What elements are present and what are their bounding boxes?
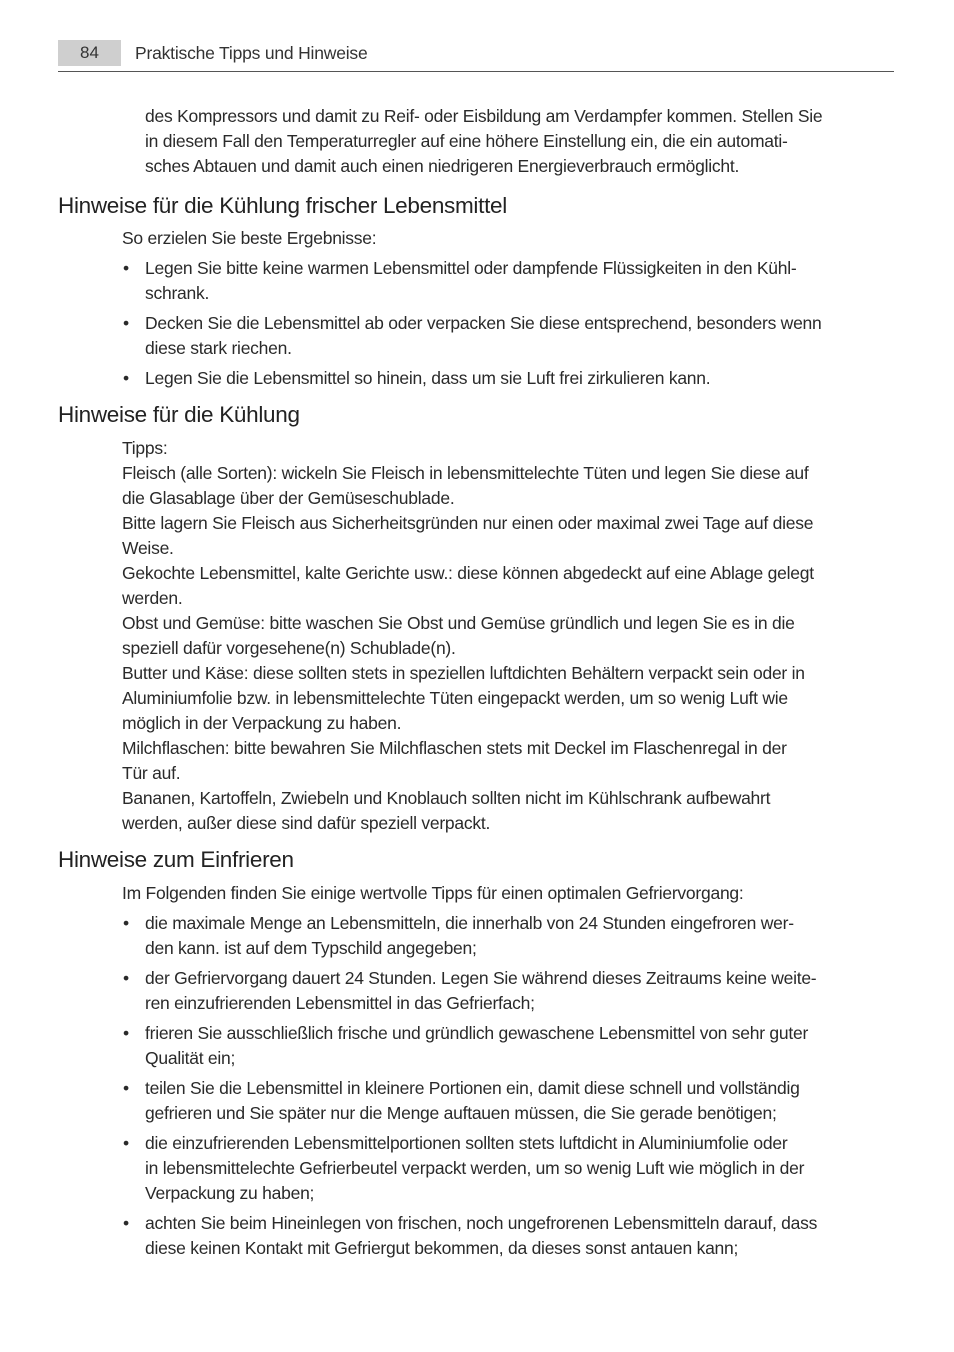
bullet-icon: • (123, 913, 129, 933)
list-item-line: achten Sie beim Hineinlegen von frischen, noch ungefrorenen Lebensmitteln darauf, dass (145, 1213, 818, 1233)
list-item-line: Decken Sie die Lebensmittel ab oder verpacken Sie diese entsprechend, besonders wenn (145, 313, 822, 333)
list-item-line: diese keinen Kontakt mit Gefriergut bekommen, da dieses sonst antauen kann; (145, 1238, 739, 1258)
cooling-line: Fleisch (alle Sorten): wickeln Sie Fleisch in lebensmittelechte Tüten und legen Sie diese auf (122, 463, 809, 483)
list-item-line: die maximale Menge an Lebensmitteln, die innerhalb von 24 Stunden eingefroren wer- (145, 913, 794, 933)
section-heading-cooling: Hinweise für die Kühlung (58, 402, 300, 427)
bullet-icon: • (123, 968, 129, 988)
list-item (122, 1076, 894, 1126)
bullet-icon: • (123, 258, 129, 278)
list-item (122, 966, 894, 1016)
list-item (122, 1211, 894, 1261)
section-heading-fresh: Hinweise für die Kühlung frischer Lebensmittel (58, 193, 507, 218)
cooling-line: Obst und Gemüse: bitte waschen Sie Obst und Gemüse gründlich und legen Sie es in die (122, 613, 795, 633)
cooling-line: Tipps: (122, 438, 168, 458)
cooling-line: speziell dafür vorgesehene(n) Schublade(n). (122, 638, 456, 658)
bullet-icon: • (123, 1133, 129, 1153)
cooling-line: Bitte lagern Sie Fleisch aus Sicherheitsgründen nur einen oder maximal zwei Tage auf diese (122, 513, 814, 533)
cooling-line: die Glasablage über der Gemüseschublade. (122, 488, 455, 508)
bullet-list-fresh (122, 256, 894, 391)
cooling-line: Tür auf. (122, 763, 181, 783)
intro-paragraph (145, 104, 894, 179)
list-item-line: ren einzufrierenden Lebensmittel in das Gefrierfach; (145, 993, 535, 1013)
bullet-icon: • (123, 313, 129, 333)
header-title: Praktische Tipps und Hinweise (135, 43, 368, 63)
list-item-line: frieren Sie ausschließlich frische und gründlich gewaschene Lebensmittel von sehr guter (145, 1023, 809, 1043)
cooling-line: Aluminiumfolie bzw. in lebensmittelechte Tüten eingepackt werden, um so wenig Luft wie (122, 688, 788, 708)
bullet-icon: • (123, 1213, 129, 1233)
list-item-line: diese stark riechen. (145, 338, 292, 358)
cooling-line: Gekochte Lebensmittel, kalte Gerichte usw.: diese können abgedeckt auf eine Ablage gelegt (122, 563, 814, 583)
section-heading-freezing: Hinweise zum Einfrieren (58, 847, 294, 872)
cooling-line: Milchflaschen: bitte bewahren Sie Milchflaschen stets mit Deckel im Flaschenregal in der (122, 738, 787, 758)
intro-line: sches Abtauen und damit auch einen niedrigeren Energieverbrauch ermöglicht. (145, 156, 740, 176)
intro-line: in diesem Fall den Temperaturregler auf eine höhere Einstellung ein, die ein automati- (145, 131, 788, 151)
intro-line: des Kompressors und damit zu Reif- oder Eisbildung am Verdampfer kommen. Stellen Sie (145, 106, 823, 126)
cooling-line: werden. (122, 588, 183, 608)
list-item-line: Legen Sie die Lebensmittel so hinein, dass um sie Luft frei zirkulieren kann. (145, 368, 711, 388)
list-item (122, 311, 894, 361)
list-item-line: schrank. (145, 283, 210, 303)
list-item (122, 1131, 894, 1206)
bullet-icon: • (123, 368, 129, 388)
list-item (122, 256, 894, 306)
list-item-line: den kann. ist auf dem Typschild angegeben; (145, 938, 477, 958)
cooling-line: Butter und Käse: diese sollten stets in speziellen luftdichten Behältern verpackt sein oder in (122, 663, 805, 683)
cooling-line: Bananen, Kartoffeln, Zwiebeln und Knoblauch sollten nicht im Kühlschrank aufbewahrt (122, 788, 771, 808)
bullet-list-freezing (122, 911, 894, 1261)
cooling-line: werden, außer diese sind dafür speziell verpackt. (122, 813, 491, 833)
cooling-line: Weise. (122, 538, 174, 558)
cooling-line: möglich in der Verpackung zu haben. (122, 713, 402, 733)
page-content (58, 104, 894, 1261)
list-item-line: Legen Sie bitte keine warmen Lebensmittel oder dampfende Flüssigkeiten in den Kühl- (145, 258, 797, 278)
bullet-icon: • (123, 1078, 129, 1098)
list-item-line: der Gefriervorgang dauert 24 Stunden. Legen Sie während dieses Zeitraums keine weite- (145, 968, 817, 988)
list-item-line: die einzufrierenden Lebensmittelportionen sollten stets luftdicht in Aluminiumfolie oder (145, 1133, 788, 1153)
cooling-tips (122, 436, 894, 836)
page-number: 84 (58, 40, 121, 66)
list-item-line: Qualität ein; (145, 1048, 236, 1068)
list-item (122, 366, 894, 391)
bullet-icon: • (123, 1023, 129, 1043)
list-item-line: Verpackung zu haben; (145, 1183, 315, 1203)
section-intro-freezing: Im Folgenden finden Sie einige wertvolle Tipps für einen optimalen Gefriervorgang: (122, 883, 744, 903)
page-header (58, 38, 894, 72)
list-item-line: gefrieren und Sie später nur die Menge auftauen müssen, die Sie gerade benötigen; (145, 1103, 777, 1123)
list-item (122, 911, 894, 961)
list-item (122, 1021, 894, 1071)
section-intro-fresh: So erzielen Sie beste Ergebnisse: (122, 228, 377, 248)
list-item-line: in lebensmittelechte Gefrierbeutel verpackt werden, um so wenig Luft wie möglich in der (145, 1158, 805, 1178)
list-item-line: teilen Sie die Lebensmittel in kleinere Portionen ein, damit diese schnell und vollständig (145, 1078, 800, 1098)
